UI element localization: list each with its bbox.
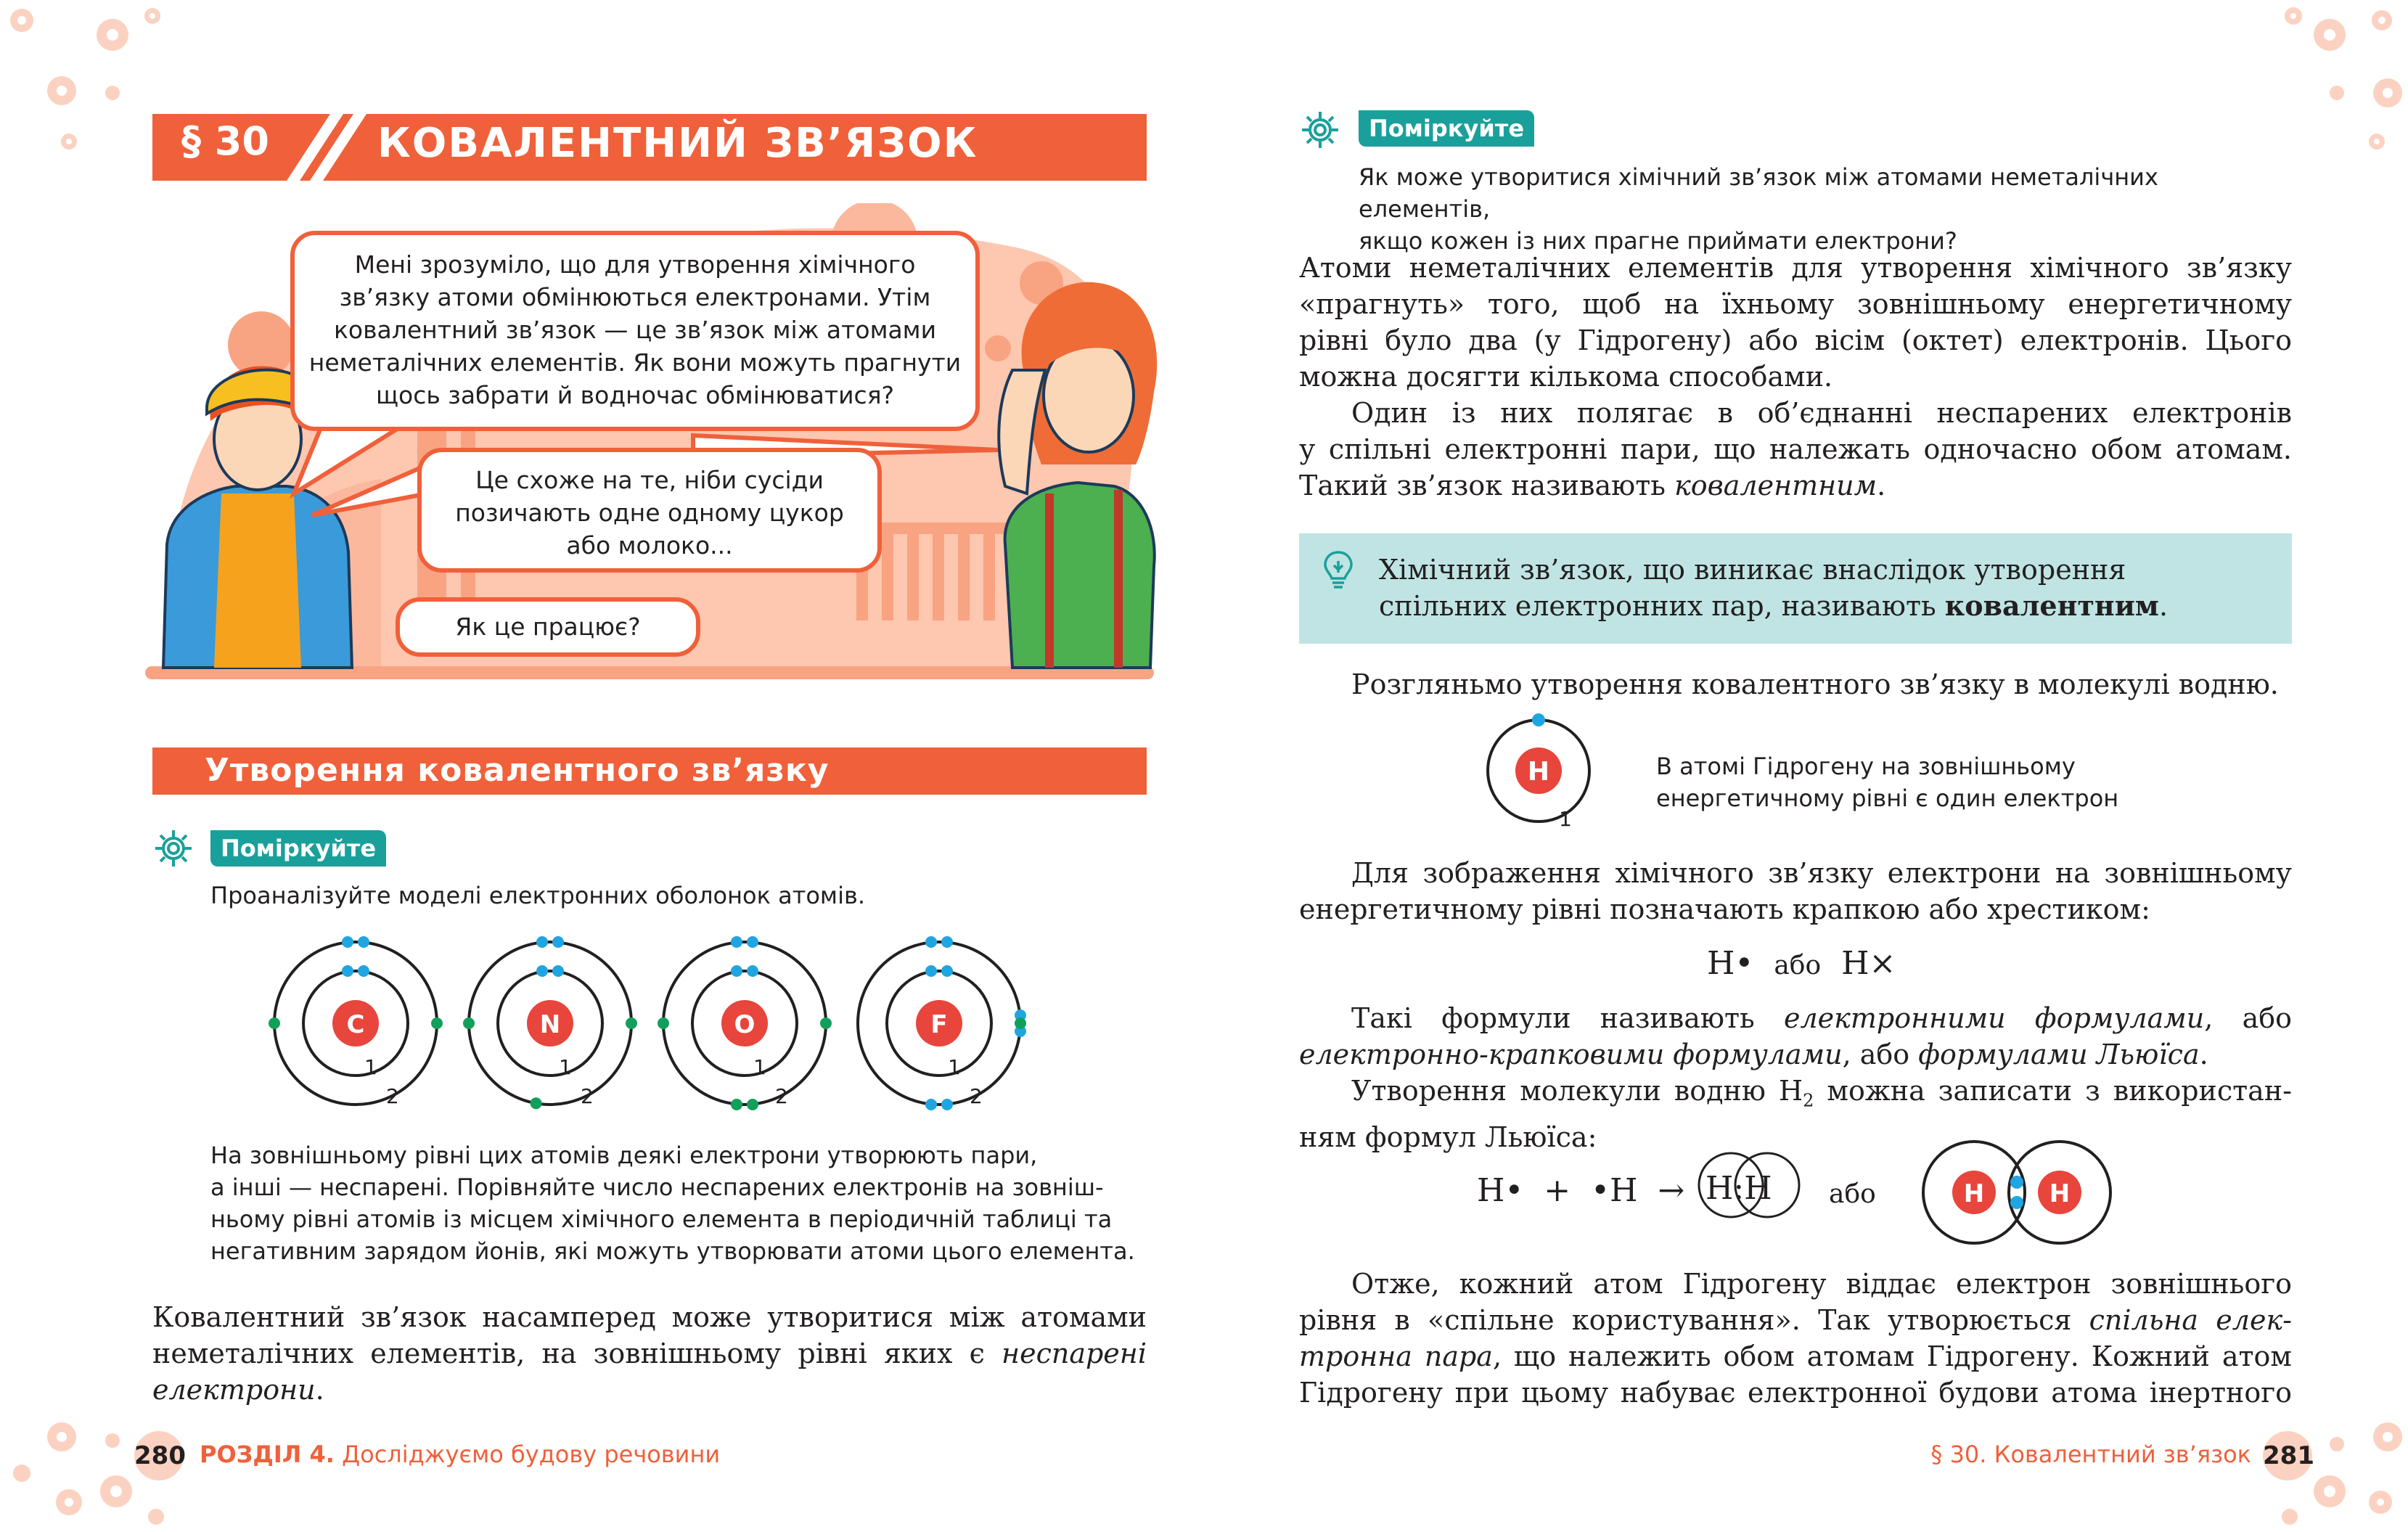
atom-model-o xyxy=(658,936,832,1110)
definition-text: Хімічний зв’язок, що виникає внаслідок утворення спільних електронних пар, називають ковалентним. xyxy=(1379,554,2169,622)
electron-dot xyxy=(941,936,953,948)
level-label: 1 xyxy=(364,1055,377,1079)
h2-molecule-model xyxy=(1916,1136,2119,1248)
electron-dot xyxy=(358,936,369,948)
electron-dot xyxy=(431,1017,443,1029)
right-paragraph-2: Один із них полягає в об’єднанні неспарених електронів у спільні електронні пари, що належать одночасно обом атомам. Такий зв’язок називають ковалентним. xyxy=(1299,397,2292,501)
right-paragraph-1: Атоми неметалічних елементів для утворення хімічного зв’язку «прагнуть» того, щоб на їхньому зовнішньому енергетичному рівні було два (у Гідрогену) або вісім (октет) електронів. Цього можна досягти кількома способами. xyxy=(1299,252,2292,393)
atom-model-n xyxy=(463,936,637,1109)
electron-dot xyxy=(941,965,953,977)
left-paragraph: Ковалентний зв’язок насамперед може утворитися між атомами неметалічних елементів, на зовнішньому рівні яких є неспарені електрони. xyxy=(152,1301,1147,1406)
electron-dot xyxy=(747,1099,758,1110)
speech-bubble-boy-2: Як це працює? xyxy=(396,597,700,657)
shared-electron xyxy=(2010,1196,2023,1209)
level-label: 1 xyxy=(753,1055,766,1079)
hydrogen-symbol: H xyxy=(1527,757,1550,787)
electron-dot xyxy=(925,936,937,948)
equation-or: або xyxy=(1829,1179,1876,1209)
page-number-right: 281 xyxy=(2263,1431,2312,1480)
speech-bubble-boy-1: Мені зрозуміло, що для утворення хімічного зв’язку атоми обмінюються електронами. Утім ковалентний зв’язок — це зв’язок між атомами неметалічних елементів. Як вони можуть прагнути щось забрати й водночас обмінюватися? xyxy=(290,231,980,431)
electron-dot xyxy=(658,1017,669,1029)
equation-left: H• + •H → xyxy=(1477,1172,1685,1209)
electron-dot xyxy=(269,1017,280,1029)
atom-symbol: C xyxy=(346,1010,365,1039)
header-slash-decoration xyxy=(287,114,366,181)
electron-dot xyxy=(552,936,564,948)
lewis-paragraph: Такі формули називають електронними формулами, або електронно-крапковими формулами, або формулами Льюїса. xyxy=(1299,1002,2292,1070)
think-badge-right: Поміркуйте xyxy=(1359,110,1534,147)
page-number-left: 280 xyxy=(134,1431,184,1480)
electron-dot xyxy=(731,965,742,977)
lewis-product-text: H:H xyxy=(1705,1170,1772,1207)
electron-dot xyxy=(531,1097,542,1109)
electron-dot xyxy=(941,1099,953,1110)
dot-formula: H• або H× xyxy=(1707,945,1896,982)
section-title: КОВАЛЕНТНИЙ ЗВ’ЯЗОК xyxy=(377,120,978,167)
electron-dot xyxy=(342,936,353,948)
speech-bubble-girl: Це схоже на те, ніби сусіди позичають одне одному цукор або молоко... xyxy=(417,448,882,573)
section-number: § 30 xyxy=(181,118,269,164)
gear-icon xyxy=(152,827,194,869)
subsection-title: Утворення ковалентного зв’язку xyxy=(205,752,830,789)
gear-icon xyxy=(1299,109,1341,151)
atom-symbol: N xyxy=(539,1010,561,1039)
level-label: 1 xyxy=(559,1055,572,1079)
hydrogen-caption: В атомі Гідрогену на зовнішньому енергетичному рівні є один електрон xyxy=(1656,753,2119,812)
footer-left-label: РОЗДІЛ 4. Досліджуємо будову речовини xyxy=(200,1441,721,1468)
level-label: 2 xyxy=(386,1084,399,1108)
level-label: 2 xyxy=(775,1084,788,1108)
h2-atom-right-symbol: H xyxy=(2049,1179,2071,1208)
h2-paragraph: Утворення молекули водню $H_2$ можна записати з використан- ням формул Льюїса: xyxy=(1299,1075,2292,1153)
shared-electron xyxy=(2010,1176,2023,1189)
think-note: На зовнішньому рівні цих атомів деякі електрони утворюють пари, а інші — неспарені. Порівняйте число неспарених електронів на зовніш- ньому рівні атомів із місцем хімічного елемента в періодичній таблиці та негативним зарядом йонів, які можуть утворювати атоми цього елемента. xyxy=(210,1142,1135,1265)
electron-dot xyxy=(747,936,758,948)
electron-dot xyxy=(747,965,758,977)
think-badge-left: Поміркуйте xyxy=(210,830,386,867)
think-prompt: Проаналізуйте моделі електронних оболонок атомів. xyxy=(210,882,865,909)
level-label: 2 xyxy=(970,1084,983,1108)
electron-dot xyxy=(925,1099,937,1110)
think-question: Як може утворитися хімічний зв’язок між атомами неметалічних елементів, якщо кожен із них прагне приймати електрони? xyxy=(1359,163,2158,255)
electron-dot xyxy=(536,936,548,948)
level-label: 2 xyxy=(581,1084,594,1108)
atom-symbol: F xyxy=(930,1010,948,1039)
final-paragraph: Отже, кожний атом Гідрогену віддає електрон зовнішнього рівня в «спільне користування». Так утворюється спільна елек- тронна пара, що належить обом атомам Гідрогену. Кожний атом Гідрогену при цьому набуває електронної будови атома інертного xyxy=(1299,1268,2293,1409)
electron-dot xyxy=(731,936,742,948)
electron-dot xyxy=(925,965,937,977)
atom-model-c xyxy=(269,936,443,1108)
electron-dot xyxy=(731,1099,742,1110)
dot-paragraph: Для зображення хімічного зв’язку електрони на зовнішньому енергетичному рівні позначають крапкою або хрестиком: xyxy=(1299,857,2292,925)
level-label: 1 xyxy=(1559,807,1572,831)
electron-dot xyxy=(820,1017,832,1029)
electron-dot xyxy=(626,1017,637,1029)
electron-dot xyxy=(358,965,369,977)
electron-dot xyxy=(1532,713,1545,726)
atom-symbol: O xyxy=(734,1010,755,1039)
electron-dot xyxy=(536,965,548,977)
level-label: 1 xyxy=(948,1055,961,1079)
footer-right-label: § 30. Ковалентний зв’язок xyxy=(1930,1441,2251,1468)
hydrogen-intro: Розгляньмо утворення ковалентного зв’язку в молекулі водню. xyxy=(1351,668,2279,700)
atom-models xyxy=(261,922,1045,1125)
electron-dot xyxy=(463,1017,475,1029)
atom-model-f xyxy=(858,936,1026,1110)
electron-dot xyxy=(552,965,564,977)
electron-dot xyxy=(342,965,353,977)
lightbulb-icon xyxy=(1321,548,1356,591)
hydrogen-atom-model xyxy=(1473,711,1618,835)
electron-dot xyxy=(1015,1017,1026,1029)
h2-atom-left-symbol: H xyxy=(1963,1179,1985,1208)
